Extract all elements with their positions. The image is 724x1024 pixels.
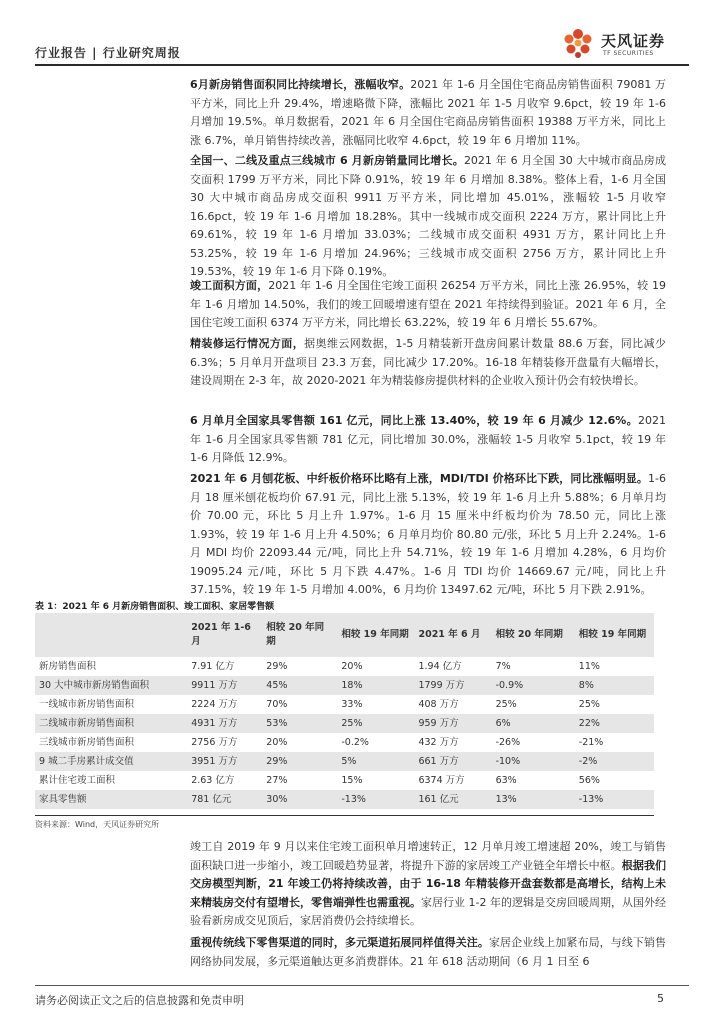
- paragraph-text: 据奥维云网数据，1-5 月精装新开盘房间累计数量 88.6 万套，同比减少 6.3%；5 月单月开盘项目 23.3 万套，同比减少 17.20%。16-18 年精装修开盘量有大幅增长，建设周期在 2-3 年，故 2020-2021 年为精装修房提供材料的企业收入预计仍会有较快增长。: [190, 337, 667, 387]
- paragraph-furniture-retail: [190, 412, 666, 468]
- table-cell: 1799 万方: [414, 676, 491, 695]
- table-cell: 1.94 亿方: [418, 661, 462, 672]
- flower-logo-icon: [559, 26, 597, 62]
- paragraph-lead: 6 月单月全国家具零售额 161 亿元，同比上涨 13.40%，较 19 年 6 月减少 12.6%。: [190, 414, 638, 427]
- table-row: [35, 752, 654, 771]
- table-row: [35, 676, 654, 695]
- paragraph-lead: 6月新房销售面积同比持续增长，涨幅收窄。: [190, 78, 411, 91]
- paragraph-new-home-sales: [190, 76, 666, 150]
- table-header-cell: 2021 年 1-6 月: [187, 613, 262, 657]
- table-cell: -21%: [578, 737, 604, 748]
- paragraph-text: 2021 年 1-6 月全国家具零售额 781 亿元，同比增加 30.0%，涨幅较 1-5 月收窄 5.1pct，较 19 年 1-6 月降低 12.9%。: [190, 414, 666, 464]
- paragraph-completion-outlook: [190, 838, 666, 931]
- table-cell: 33%: [341, 699, 363, 710]
- paragraph-channels: [190, 934, 666, 971]
- table-bottom-rule: [35, 815, 654, 816]
- table-cell: 959 万方: [414, 714, 491, 733]
- table-cell: 161 亿元: [414, 790, 491, 809]
- table-cell: -0.2%: [341, 737, 369, 748]
- table-cell: 9911 万方: [187, 676, 262, 695]
- table-row-label: 累计住宅竣工面积: [39, 775, 116, 786]
- paragraph-lead: 重视传统线下零售渠道的同时，多元渠道拓展同样值得关注。: [190, 936, 489, 949]
- table-cell: 13%: [492, 790, 575, 809]
- page-header: [35, 32, 689, 72]
- table-cell: 4931 万方: [187, 714, 262, 733]
- table-cell: 29%: [266, 661, 288, 672]
- table-row: [35, 695, 654, 714]
- paragraph-decoration: [190, 335, 666, 391]
- paragraph-city-sales: [190, 152, 666, 282]
- table-cell: 20%: [341, 661, 363, 672]
- table-header-cell: 相较 19 年同期: [337, 613, 414, 657]
- paragraph-lead: 根据我们交房模型判断，21 年竣工仍将持续改善，由于 16-18 年精装修开盘套数都是高增长，结构上未来精装房交付有望增长，零售端弹性也需重视。: [190, 858, 667, 909]
- table-cell: 20%: [266, 737, 288, 748]
- page-number: 5: [657, 992, 664, 1005]
- table-cell: 5%: [337, 752, 414, 771]
- table-header-cell: 2021 年 6 月: [414, 613, 491, 657]
- table-row-label: 新房销售面积: [39, 661, 97, 672]
- table-row: [35, 657, 654, 676]
- table-cell: 29%: [262, 752, 337, 771]
- paragraph-text: 2021 年 1-6 月全国住宅竣工面积 26254 万平方米，同比上涨 26.95%，较 19 年 1-6 月增加 14.50%，我们的竣工回暖增速有望在 2021 年持续得到验证。2021 年 6 月，全国住宅竣工面积 6374 万平方米，同比增长 63.22%，较 19 年 6 月增长 55.67%。: [190, 279, 667, 329]
- table-row: [35, 733, 654, 752]
- paragraph-text: 1-6 月 18 厘米刨花板均价 67.91 元，同比上涨 5.13%，较 19 年 1-6 月上升 5.88%；6 月单月均价 70.00 元，环比 5 月上升 1.97%。1-6 月 15 厘米中纤板均价为 78.50 元，同比上涨 1.93%，较 19 年 1-6 月上升 4.50%；6 月单月均价 80.80 元/张，环比 5 月上升 2.24%。1-6 月 MDI 均价 22093.44 元/吨，同比上升 54.71%，较 19 年 1-6 月增加 4.28%，6 月均价 19095.24 元/吨，环比 5 月下跌 4.47%。1-6 月 TDI 均价 14669.67 元/吨，同比上升 37.15%，较 19 年 1-5 月增加 4.00%，6 月均价 13497.62 元/吨，环比 5 月下跌 2.91%。: [190, 472, 666, 596]
- table-cell: -2%: [575, 752, 654, 771]
- table-cell: -13%: [575, 790, 654, 809]
- table-cell: 56%: [578, 775, 600, 786]
- paragraph-text: 家居企业线上加紧布局，与线下销售网络协同发展，多元渠道触达更多消费群体。21 年 618 活动期间（6 月 1 日至 6: [190, 936, 667, 968]
- table-cell: 70%: [266, 699, 288, 710]
- paragraph-text: 2021 年 1-6 月全国住宅商品房销售面积 79081 万平方米，同比上升 29.4%，增速略微下降，涨幅比 2021 年 1-5 月收窄 9.6pct，较 19 年 1-6 月增加 19.5%。单月数据看，2021 年 6 月全国住宅商品房销售面积 19388 万平方米，同比上涨 6.7%，单月销售持续改善，涨幅同比收窄 4.6pct，较 19 年 6 月增加 11%。: [190, 78, 667, 147]
- table-title: 表 1：2021 年 6 月新房销售面积、竣工面积、家居零售额: [35, 602, 275, 612]
- table-cell: -0.9%: [492, 676, 575, 695]
- table-cell: 6%: [492, 714, 575, 733]
- paragraph-text: 家居行业 1-2 年的逻辑是交房回暖周期，从国外经验看新房成交见顶后，家居消费仍会持续增长。: [190, 895, 666, 927]
- paragraph-lead: 竣工面积方面，: [190, 279, 269, 292]
- table-header-row: [35, 613, 654, 657]
- table-cell: 45%: [262, 676, 337, 695]
- table-header-cell: 相较 20 年同期: [262, 613, 337, 657]
- table-cell: 3951 万方: [187, 752, 262, 771]
- table-cell: -13%: [337, 790, 414, 809]
- table-cell: 2.63 亿方: [191, 775, 235, 786]
- company-logo: [559, 26, 689, 62]
- table-row-label: 三线城市新房销售面积: [39, 737, 135, 748]
- table-cell: 53%: [262, 714, 337, 733]
- table-cell: 6374 万方: [418, 775, 465, 786]
- table-cell: 8%: [575, 676, 654, 695]
- table-cell: 25%: [578, 699, 600, 710]
- data-table: [35, 613, 654, 809]
- table-cell: -10%: [492, 752, 575, 771]
- table-row-label: 9 城二手房累计成交值: [35, 752, 187, 771]
- table-cell: 11%: [578, 661, 600, 672]
- table-cell: -26%: [495, 737, 521, 748]
- paragraph-completion: [190, 277, 666, 333]
- table-cell: 7.91 亿方: [191, 661, 235, 672]
- table-cell: 661 万方: [414, 752, 491, 771]
- report-category: 行业报告 | 行业研究周报: [35, 46, 181, 60]
- paragraph-text: 竣工自 2019 年 9 月以来住宅竣工面积单月增速转正，12 月单月竣工增速超 20%，竣工与销售面积缺口进一步缩小，竣工回暖趋势显著，将提升下游的家居竣工产业链全年增长中枢。: [190, 840, 666, 872]
- table-header-cell: [35, 613, 187, 657]
- table-cell: 63%: [495, 775, 517, 786]
- paragraph-lead: 全国一、二线及重点三线城市 6 月新房销量同比增长。: [190, 154, 464, 167]
- table-cell: 7%: [495, 661, 511, 672]
- table-cell: 25%: [495, 699, 517, 710]
- paragraph-material-prices: [190, 470, 666, 600]
- table-cell: 408 万方: [418, 699, 459, 710]
- paragraph-lead: 精装修运行情况方面，: [190, 337, 305, 350]
- footer-disclaimer: 请务必阅读正文之后的信息披露和免责申明: [35, 994, 244, 1007]
- logo-text-cn: 天风证券: [601, 32, 666, 50]
- header-divider: [35, 64, 689, 66]
- table-cell: 432 万方: [418, 737, 459, 748]
- table-row-label: 一线城市新房销售面积: [39, 699, 135, 710]
- table-cell: 18%: [337, 676, 414, 695]
- table-cell: 27%: [266, 775, 288, 786]
- table-row-label: 家具零售额: [35, 790, 187, 809]
- table-source: 资料来源：Wind，天风证券研究所: [35, 820, 160, 829]
- table-header-cell: 相较 20 年同期: [492, 613, 575, 657]
- table-cell: 25%: [337, 714, 414, 733]
- table-cell: 2756 万方: [191, 737, 238, 748]
- logo-text-en: TF SECURITIES: [603, 50, 654, 57]
- footer-divider: [35, 985, 689, 986]
- paragraph-text: 2021 年 6 月全国 30 大中城市商品房成交面积 1799 万平方米，同比下降 0.91%，较 19 年 6 月增加 8.38%。整体上看，1-6 月全国 30 大中城市商品房成交面积 9911 万平方米，同比增加 45.01%，涨幅较 1-5 月收窄 16.6pct，较 19 年 1-6 月增加 18.28%。其中一线城市成交面积 2224 万方，累计同比上升 69.61%，较 19 年 1-6 月增加 33.03%；二线城市成交面积 4931 万方，累计同比上升 53.25%，较 19 年 1-6 月增加 24.96%；三线城市成交面积 2756 万方，累计同比上升 19.53%，较 19 年 1-6 月下降 0.19%。: [190, 154, 667, 278]
- table-cell: 15%: [341, 775, 363, 786]
- paragraph-lead: 2021 年 6 月刨花板、中纤板价格环比略有上涨，MDI/TDI 价格环比下跌，同比涨幅明显。: [190, 472, 649, 485]
- table-row-label: 30 大中城市新房销售面积: [35, 676, 187, 695]
- table-cell: 781 亿元: [187, 790, 262, 809]
- table-row: [35, 714, 654, 733]
- table-header-cell: 相较 19 年同期: [575, 613, 654, 657]
- table-row: [35, 790, 654, 809]
- table-cell: 2224 万方: [191, 699, 238, 710]
- table-row-label: 二线城市新房销售面积: [35, 714, 187, 733]
- table-cell: 30%: [262, 790, 337, 809]
- table-cell: 22%: [575, 714, 654, 733]
- table-row: [35, 771, 654, 790]
